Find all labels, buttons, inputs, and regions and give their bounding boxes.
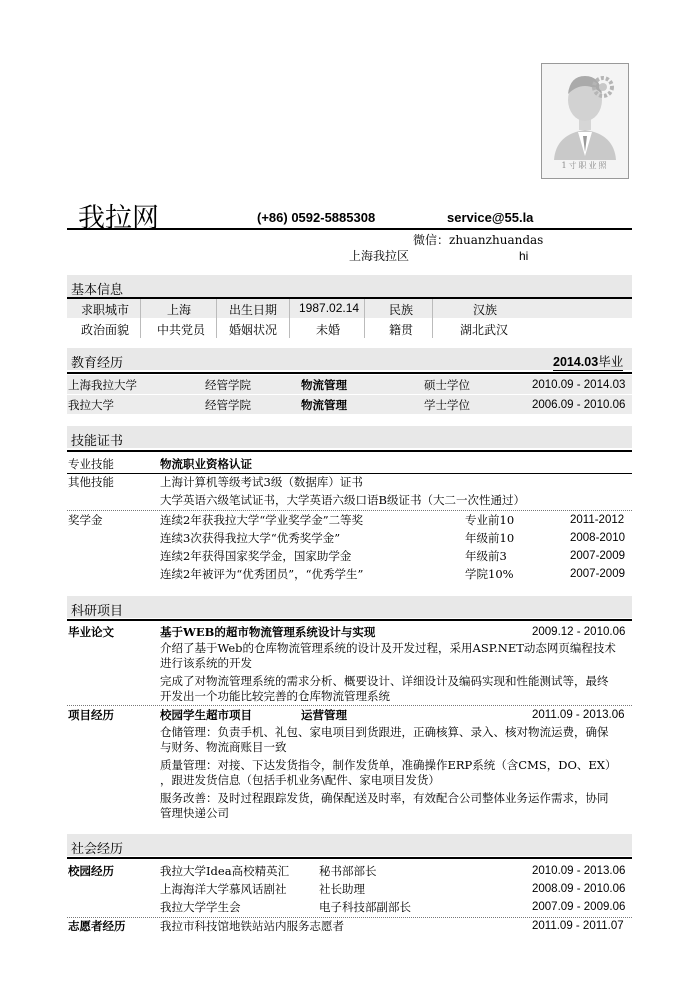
- info-value: 未婚: [316, 323, 341, 337]
- project-period: 2011.09 - 2013.06: [532, 709, 625, 721]
- social-period: 2010.09 - 2013.06: [532, 865, 626, 877]
- education-period: 2006.09 - 2010.06: [532, 399, 626, 411]
- skill-label: 其他技能: [68, 475, 114, 489]
- grid-line: [432, 299, 433, 338]
- social-role: 社长助理: [319, 882, 365, 896]
- info-value: 上海: [167, 303, 192, 317]
- info-value: 中共党员: [157, 323, 206, 337]
- award-desc: 连续2年被评为“优秀团员”，“优秀学生”: [160, 567, 364, 581]
- grid-line: [289, 299, 290, 338]
- row-divider: [67, 705, 632, 706]
- social-header: [67, 834, 632, 856]
- research-label: 项目经历: [68, 708, 114, 722]
- address: 上海我拉区: [349, 249, 410, 263]
- project-text: 仓储管理：负责手机、礼包、家电项目到货跟进，正确核算、录入、核对物流运费，确保: [160, 725, 609, 739]
- grid-line: [140, 299, 141, 338]
- graduation-date: [553, 352, 623, 371]
- education-school: 上海我拉大学: [68, 378, 137, 392]
- social-label: 校园经历: [68, 864, 114, 878]
- thesis-text: 完成了对物流管理系统的需求分析、概要设计、详细设计及编码实现和性能测试等，最终: [160, 674, 609, 688]
- volunteer-org: 我拉市科技馆地铁站站内服务志愿者: [160, 919, 344, 933]
- thesis-text: 进行该系统的开发: [160, 656, 252, 670]
- education-college: 经管学院: [205, 398, 251, 412]
- info-value: 湖北武汉: [460, 323, 509, 337]
- award-rank: 年级前3: [465, 549, 507, 563]
- social-role: 秘书部部长: [319, 864, 377, 878]
- thesis-text: 开发出一个功能比较完善的仓库物流管理系统: [160, 689, 390, 703]
- info-label: 政治面貌: [81, 323, 130, 337]
- info-label: 民族: [389, 303, 414, 317]
- graduation-date-value: 2014.03: [553, 355, 599, 369]
- info-label: 婚姻状况: [229, 323, 278, 337]
- photo-caption: 1寸职业照: [561, 161, 609, 170]
- skills-title: 技能证书: [71, 434, 124, 449]
- award-desc: 连续3次获得我拉大学“优秀奖学金”: [160, 531, 341, 545]
- project-text: ，跟进发货信息（包括手机业务\配件、家电项目发货）: [160, 773, 440, 787]
- award-period: 2011-2012: [570, 514, 625, 526]
- row-divider: [67, 917, 632, 918]
- education-major: 物流管理: [301, 378, 347, 392]
- skill-label: 专业技能: [68, 457, 114, 471]
- social-divider: [67, 857, 632, 859]
- social-label: 志愿者经历: [68, 919, 126, 933]
- address-suffix: hi: [519, 249, 529, 263]
- basic-info-header: [67, 275, 632, 297]
- project-text: 服务改善：及时过程跟踪发货，确保配送及时率，有效配合公司整体业务运作需求，协同: [160, 791, 609, 805]
- award-period: 2007-2009: [570, 550, 625, 562]
- grid-line: [364, 299, 365, 338]
- award-rank: 专业前10: [465, 513, 515, 527]
- education-title: 教育经历: [71, 356, 124, 371]
- education-degree: 硕士学位: [424, 378, 470, 392]
- skill-label: 奖学金: [68, 513, 103, 527]
- project-text: 管理快递公司: [160, 806, 229, 820]
- education-header: [67, 348, 632, 370]
- header-divider: [67, 228, 632, 230]
- volunteer-period: 2011.09 - 2011.07: [532, 920, 624, 932]
- award-period: 2008-2010: [570, 532, 625, 544]
- email-address: service@55.la: [447, 210, 534, 225]
- social-org: 我拉大学Idea高校精英汇: [160, 864, 290, 878]
- social-period: 2007.09 - 2009.06: [532, 901, 626, 913]
- resume-name: 我拉网: [78, 203, 159, 234]
- row-divider: [67, 473, 632, 474]
- skill-value: 物流职业资格认证: [160, 457, 252, 471]
- education-divider: [67, 372, 632, 374]
- info-label: 籍贯: [389, 323, 414, 337]
- grid-line: [216, 299, 217, 338]
- project-title: 校园学生超市项目: [160, 708, 252, 722]
- research-divider: [67, 619, 632, 621]
- skill-value: 大学英语六级笔试证书，大学英语六级口语B级证书（大二一次性通过）: [160, 493, 525, 507]
- education-degree: 学士学位: [424, 398, 470, 412]
- social-org: 我拉大学学生会: [160, 900, 241, 914]
- research-title: 科研项目: [71, 604, 124, 619]
- award-period: 2007-2009: [570, 568, 625, 580]
- thesis-period: 2009.12 - 2010.06: [532, 626, 626, 638]
- basic-info-row: [67, 319, 632, 338]
- award-desc: 连续2年获得国家奖学金，国家助学金: [160, 549, 352, 563]
- project-role: 运营管理: [301, 708, 347, 722]
- info-value: 汉族: [473, 303, 498, 317]
- project-text: 质量管理：对接、下达发货指令，制作发货单，准确操作ERP系统（含CMS，DO、EX）: [160, 758, 617, 772]
- phone-number: (+86) 0592-5885308: [257, 210, 376, 225]
- basic-info-title: 基本信息: [71, 283, 124, 298]
- info-value: 1987.02.14: [299, 301, 360, 315]
- project-text: 与财务、物流商账目一致: [160, 740, 287, 754]
- skills-header: [67, 426, 632, 448]
- research-header: [67, 596, 632, 618]
- social-org: 上海海洋大学慕风话剧社: [160, 882, 287, 896]
- graduation-date-suffix: 毕业: [598, 354, 624, 369]
- social-title: 社会经历: [71, 842, 124, 857]
- info-label: 求职城市: [81, 303, 130, 317]
- social-period: 2008.09 - 2010.06: [532, 883, 626, 895]
- education-college: 经管学院: [205, 378, 251, 392]
- thesis-text: 介绍了基于Web的仓库物流管理系统的设计及开发过程，采用ASP.NET动态网页编程技术: [160, 641, 616, 655]
- award-rank: 学院10%: [465, 567, 514, 581]
- award-desc: 连续2年获我拉大学“学业奖学金”二等奖: [160, 513, 364, 527]
- thesis-title: 基于WEB的超市物流管理系统设计与实现: [160, 625, 376, 639]
- info-label: 出生日期: [229, 303, 278, 317]
- education-school: 我拉大学: [68, 398, 114, 412]
- education-period: 2010.09 - 2014.03: [532, 379, 626, 391]
- wechat-id: 微信：zhuanzhuandas: [413, 233, 544, 247]
- education-major: 物流管理: [301, 398, 347, 412]
- social-role: 电子科技部副部长: [319, 900, 411, 914]
- skill-value: 上海计算机等级考试3级（数据库）证书: [160, 475, 363, 489]
- skills-divider: [67, 450, 632, 452]
- award-rank: 年级前10: [465, 531, 515, 545]
- row-divider: [67, 510, 632, 511]
- research-label: 毕业论文: [68, 625, 114, 639]
- profile-photo: [541, 63, 629, 179]
